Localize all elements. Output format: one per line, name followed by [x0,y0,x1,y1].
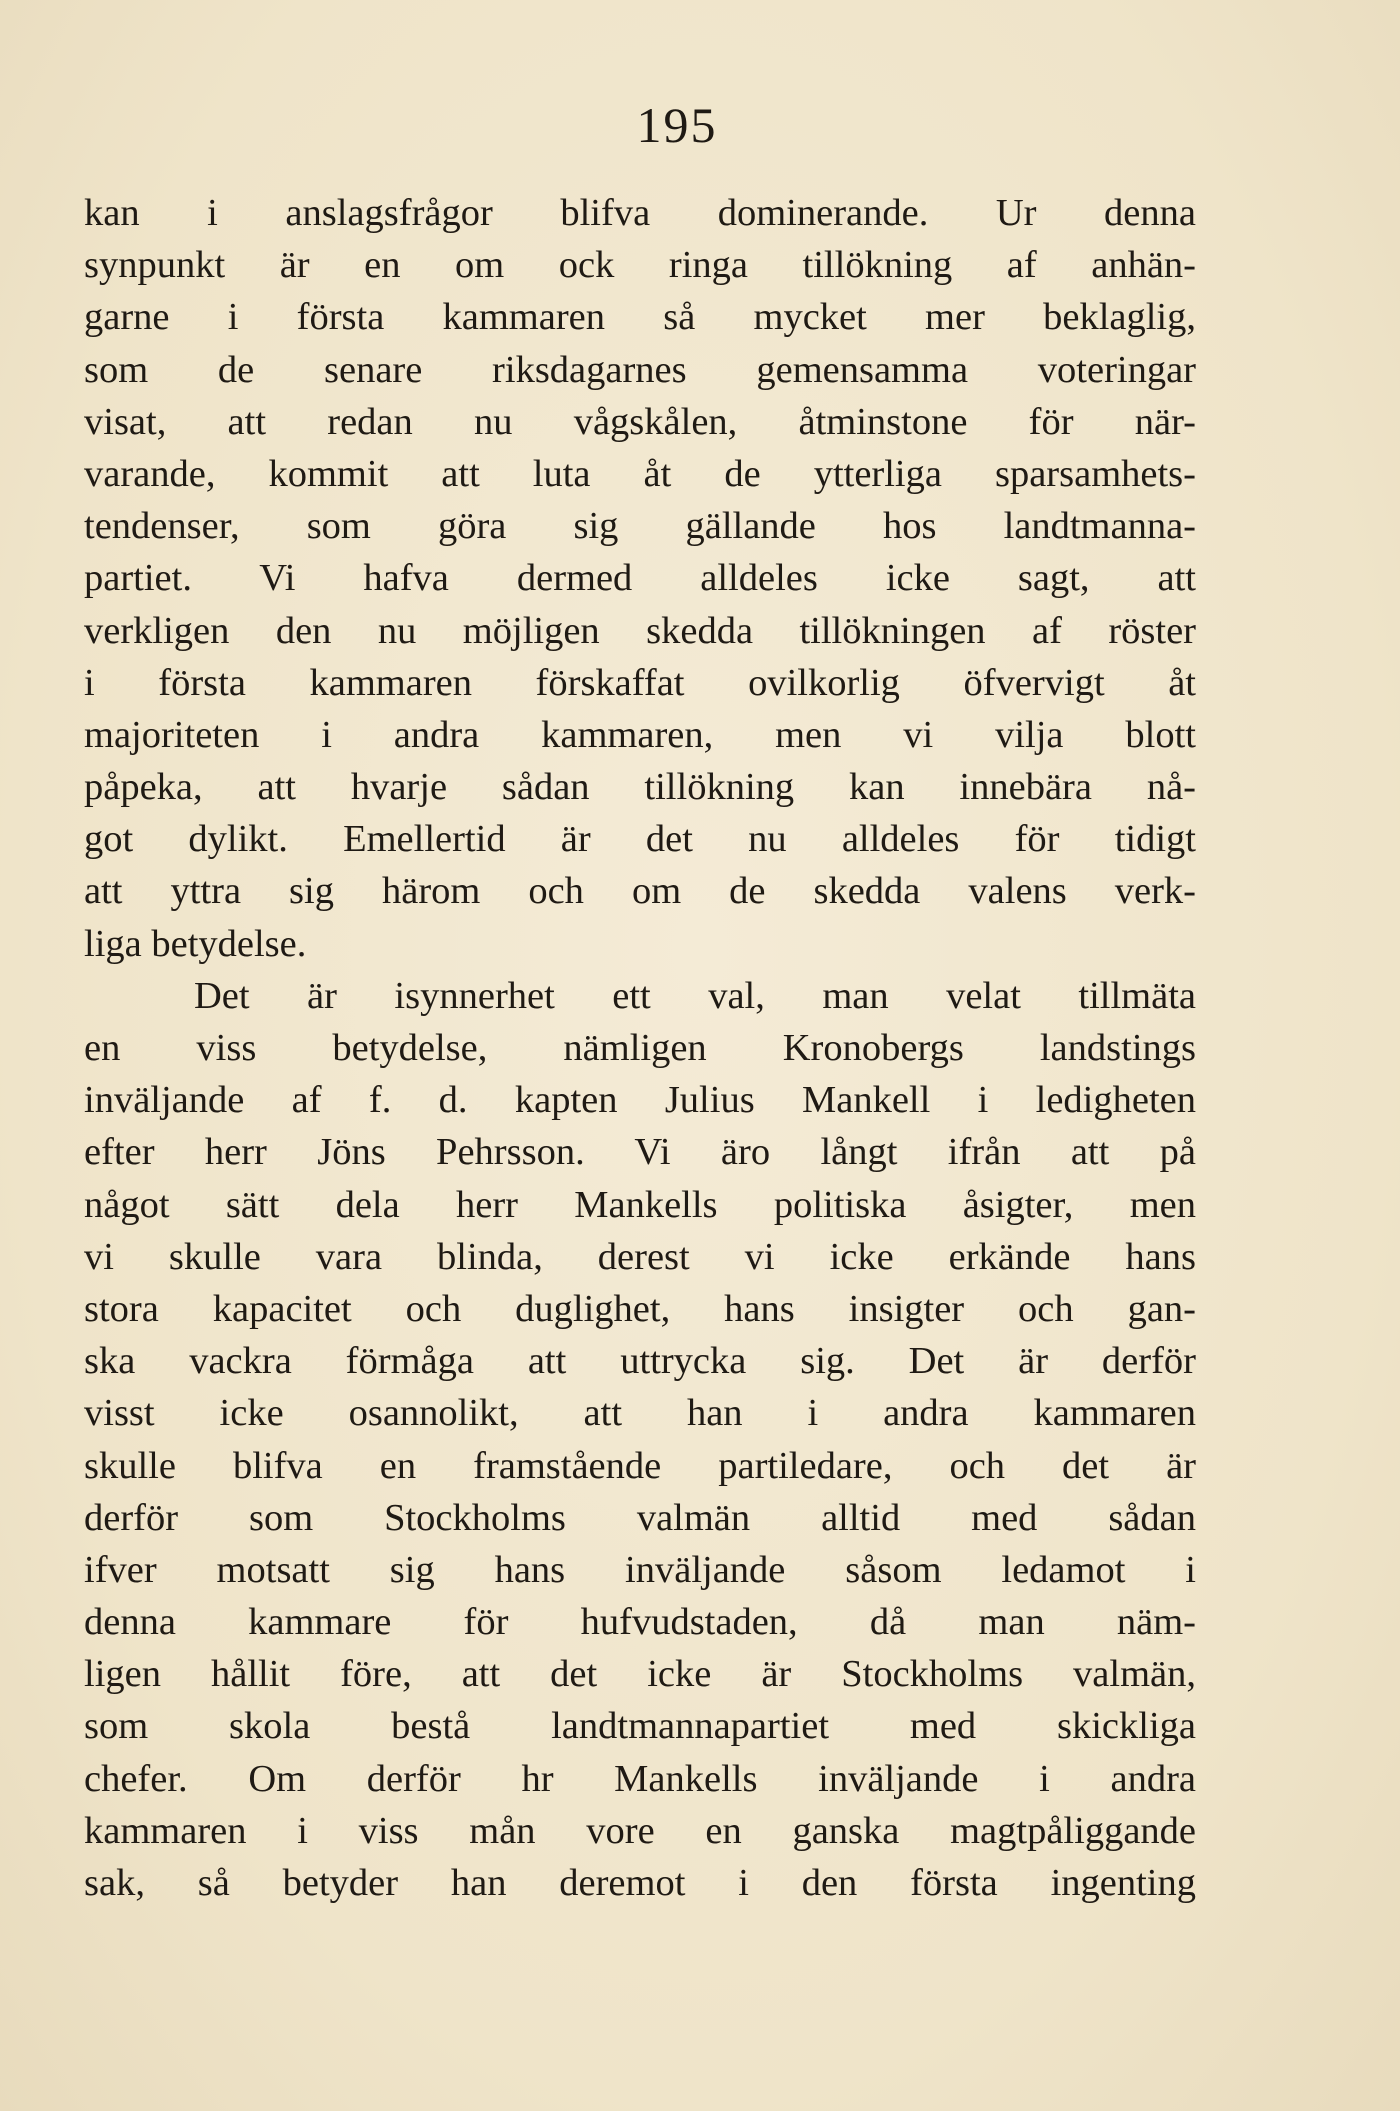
text-line: som skola bestå landtmannapartiet med skickliga [84,1705,1196,1748]
text-line: inväljande af f. d. kapten Julius Mankell i ledigheten [84,1079,1196,1122]
text-line: derför som Stockholms valmän alltid med sådan [84,1496,1196,1539]
text-line: ligen hållit före, att det icke är Stockholms valmän, [84,1653,1196,1696]
text-line: synpunkt är en om ock ringa tillökning af anhän- [84,244,1196,287]
text-line: som de senare riksdagarnes gemensamma voteringar [84,348,1196,391]
page-number: 195 [636,97,718,153]
text-line: i första kammaren förskaffat ovilkorlig öfvervigt åt [84,661,1196,704]
text-line: garne i första kammaren så mycket mer beklaglig, [84,296,1196,339]
text-line: Det är isynnerhet ett val, man velat tillmäta [194,974,1196,1017]
text-line: vi skulle vara blinda, derest vi icke erkände hans [84,1235,1196,1278]
text-line: visst icke osannolikt, att han i andra kammaren [84,1392,1196,1435]
text-line: verkligen den nu möjligen skedda tillökningen af röster [84,609,1196,652]
text-line: ska vackra förmåga att uttrycka sig. Det är derför [84,1340,1196,1383]
text-line: kammaren i viss mån vore en ganska magtpåliggande [84,1809,1196,1852]
text-line: att yttra sig härom och om de skedda valens verk- [84,870,1196,913]
text-line: något sätt dela herr Mankells politiska åsigter, men [84,1183,1196,1226]
text-line: partiet. Vi hafva dermed alldeles icke sagt, att [84,557,1196,600]
text-line: en viss betydelse, nämligen Kronobergs landstings [84,1027,1196,1069]
text-line: stora kapacitet och duglighet, hans insigter och gan- [84,1287,1196,1330]
text-line: majoriteten i andra kammaren, men vi vilja blott [84,713,1196,756]
text-line: skulle blifva en framstående partiledare, och det är [84,1444,1196,1487]
text-line: denna kammare för hufvudstaden, då man näm- [84,1601,1196,1644]
text-line: sak, så betyder han deremot i den första ingenting [84,1862,1196,1904]
text-line: tendenser, som göra sig gällande hos landtmanna- [84,505,1196,548]
text-line: got dylikt. Emellertid är det nu alldeles för tidigt [84,818,1196,861]
text-line: liga betydelse. [84,922,307,965]
body-text [84,187,1196,1909]
text-line: chefer. Om derför hr Mankells inväljande i andra [84,1757,1196,1800]
text-line: kan i anslagsfrågor blifva dominerande. Ur denna [84,192,1196,234]
text-line: varande, kommit att luta åt de ytterliga sparsamhets- [84,452,1196,495]
text-line: påpeka, att hvarje sådan tillökning kan innebära nå- [84,766,1196,809]
text-line: efter herr Jöns Pehrsson. Vi äro långt ifrån att på [84,1131,1196,1174]
text-line: visat, att redan nu vågskålen, åtminstone för när- [84,400,1196,443]
text-line: ifver motsatt sig hans inväljande såsom ledamot i [84,1548,1196,1591]
